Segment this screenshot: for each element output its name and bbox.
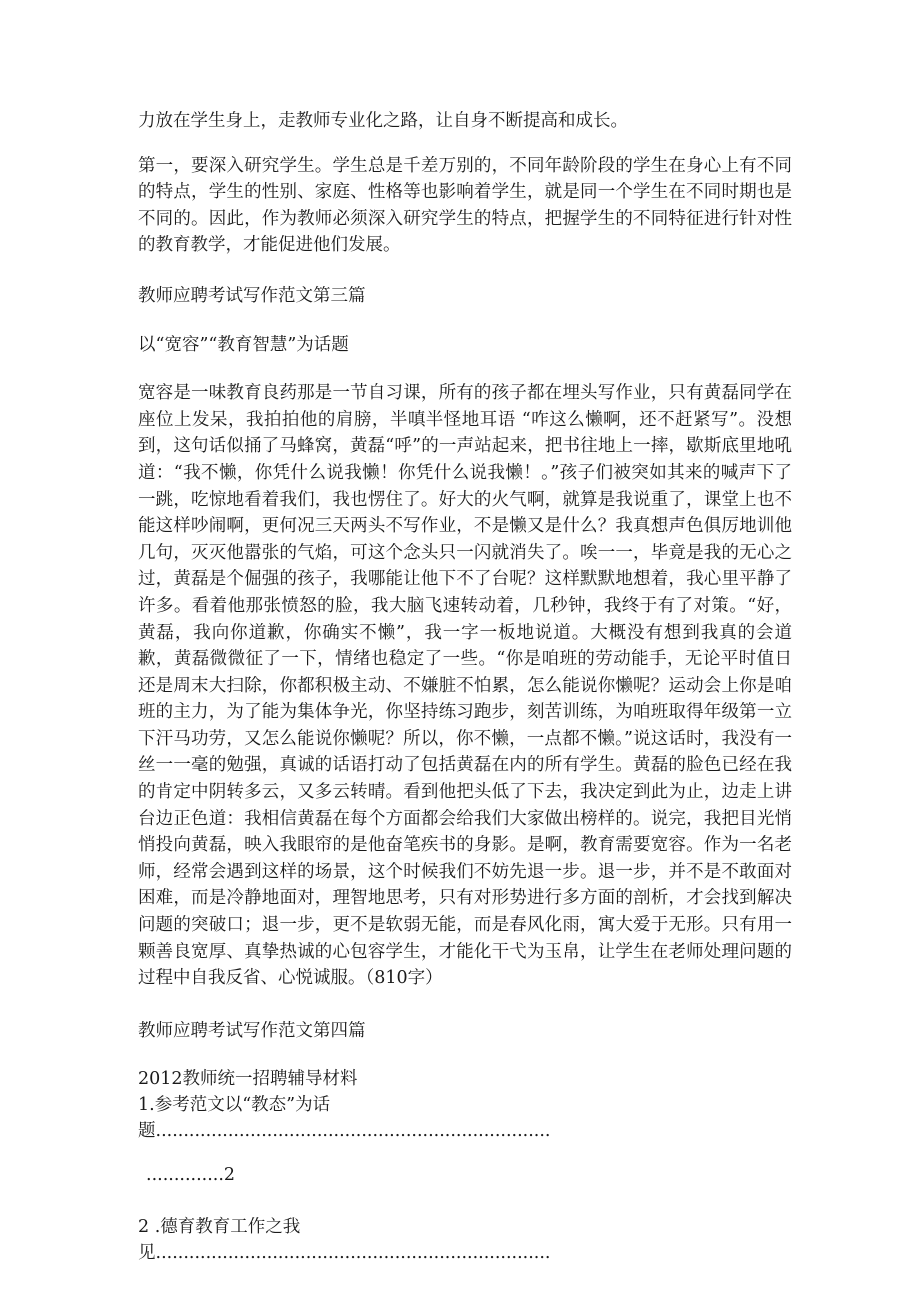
essay-body-third: 宽容是一味教育良药那是一节自习课，所有的孩子都在埋头写作业，只有黄磊同学在座位上发呆，我拍拍他的肩膀，半嗔半怪地耳语 “咋这么懒啊，还不赶紧写”。没想到，这句话似捅了马蜂窝，黄磊“呼”的一声站起来，把书往地上一摔，歇斯底里地吼道：“我不懒，你凭什么说我懒！你凭什么说我懒！。”孩子们被突如其来的喊声下了一跳，吃惊地看着我们，我也愣住了。好大的火气啊，就算是我说重了，课堂上也不能这样吵闹啊，更何况三天两头不写作业，不是懒又是什么？我真想声色俱厉地训他几句，灭灭他嚣张的气焰，可这个念头只一闪就消失了。唉一一，毕竟是我的无心之过，黄磊是个倔强的孩子，我哪能让他下不了台呢？这样默默地想着，我心里平静了许多。看着他那张愤怒的脸，我大脑飞速转动着，几秒钟，我终于有了对策。“好，黄磊，我向你道歉，你确实不懒”，我一字一板地说道。大概没有想到我真的会道歉，黄磊微微征了一下，情绪也稳定了一些。“你是咱班的劳动能手，无论平时值日还是周末大扫除，你都积极主动、不嫌脏不怕累，怎么能说你懒呢？运动会上你是咱班的主力，为了能为集体争光，你坚持练习跑步，刻苦训练，为咱班取得年级第一立下汗马功劳，又怎么能说你懒呢？所以，你不懒，一点都不懒。”说这话时，我没有一丝一一毫的勉强，真诚的话语打动了包括黄磊在内的所有学生。黄磊的脸色已经在我的肯定中阴转多云，又多云转晴。看到他把头低了下去，我决定到此为止，边走上讲台边正色道：我相信黄磊在每个方面都会给我们大家做出榜样的。说完，我把目光悄悄投向黄磊，映入我眼帘的是他奋笔疾书的身影。是啊，教育需要宽容。作为一名老师，经常会遇到这样的场景，这个时候我们不妨先退一步。退一步，并不是不敢面对困难，而是冷静地面对，理智地思考，只有对形势进行多方面的剖析，才会找到解决问题的突破口；退一步，更不是软弱无能，而是春风化雨，寓大爱于无形。只有用一颗善良宽厚、真挚热诚的心包容学生，才能化干弋为玉帛，让学生在老师处理问题的过程中自我反省、心悦诚服。（810字）: [138, 383, 792, 989]
essay-topic-third: 以“宽容”“教育智慧”为话题: [138, 334, 349, 355]
toc-title: 2012教师统一招聘辅导材料: [138, 1069, 358, 1090]
document-page: [138, 108, 792, 1266]
toc-item-1-line-1: 1.参考范文以“教态”为话: [138, 1095, 331, 1116]
section-heading-fourth: 教师应聘考试写作范文第四篇: [138, 1020, 366, 1041]
toc-item-2-line-1: 2 .德育教育工作之我: [138, 1217, 301, 1238]
intro-paragraph-tail: 力放在学生身上，走教师专业化之路，让自身不断提高和成长。: [138, 111, 628, 131]
toc-item-2-line-2: 见.......................................................................: [138, 1243, 551, 1264]
toc-item-1-page: ..............2: [146, 1165, 236, 1186]
section-heading-third: 教师应聘考试写作范文第三篇: [138, 285, 366, 306]
table-of-contents: [138, 1066, 792, 1266]
toc-spacer: [138, 1188, 792, 1214]
paragraph-study-students: 第一，要深入研究学生。学生总是千差万别的，不同年龄阶段的学生在身心上有不同的特点，学生的性别、家庭、性格等也影响着学生，就是同一个学生在不同时期也是不同的。因此，作为教师必须深入研究学生的特点，把握学生的不同特征进行针对性的教育教学，才能促进他们发展。: [138, 155, 792, 256]
toc-item-1-line-2: 题.......................................................................: [138, 1121, 551, 1142]
